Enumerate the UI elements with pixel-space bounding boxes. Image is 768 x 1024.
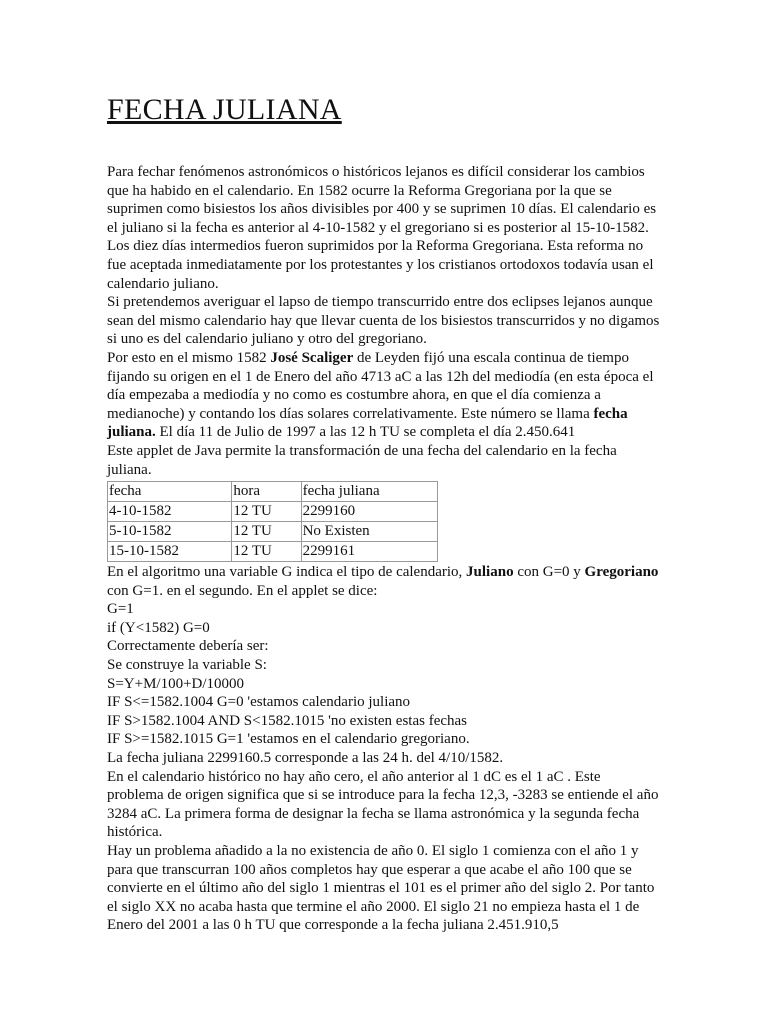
table-cell: No Existen (301, 522, 437, 542)
bold-term: fecha (593, 405, 628, 422)
text-line: día empezaba a mediodía y no como es costumbre ahora, en que el día comienza a (107, 387, 601, 404)
code-line: if (Y<1582) G=0 (107, 619, 210, 636)
table-cell: 12 TU (232, 522, 301, 542)
text-line (107, 349, 667, 368)
table-row (108, 522, 438, 542)
table-header-cell: fecha juliana (301, 482, 437, 502)
text-line: convierte en el último año del siglo 1 mientras el 101 es el primer año del siglo 2. Por tanto (107, 880, 655, 897)
text-line: fue aceptada inmediatamente por los protestantes y los cristianos ortodoxos todavía usan el (107, 256, 654, 273)
code-line: G=1 (107, 601, 134, 618)
text-line: con G=1. en el segundo. En el applet se dice: (107, 582, 378, 599)
code-line: IF S<=1582.1004 G=0 'estamos calendario juliano (107, 694, 411, 711)
text-line: problema de origen significa que si se introduce para la fecha 12,3, -3283 se entiende el año (107, 787, 659, 804)
text-line: suprimen como bisiestos los años divisibles por 400 y se suprimen 10 días. El calendario es (107, 201, 657, 218)
paragraph-centuries (107, 842, 667, 935)
text-line: el siglo XX no acaba hasta que termine el año 2000. El siglo 21 no empieza hasta el 1 de (107, 898, 640, 915)
table-cell: 15-10-1582 (108, 542, 232, 562)
text-line: para que transcurran 100 años completos hay que esperar a que acabe el año 100 que se (107, 861, 632, 878)
bold-term: Gregoriano (584, 564, 659, 581)
code-line: Correctamente debería ser: (107, 638, 269, 655)
text-fragment: Por esto en el mismo 1582 (107, 349, 271, 366)
algorithm-code (107, 600, 667, 767)
code-line: IF S>1582.1004 AND S<1582.1015 'no existen estas fechas (107, 712, 468, 729)
table-header-cell: hora (232, 482, 301, 502)
paragraph-year-zero (107, 768, 667, 842)
table-row (108, 542, 438, 562)
text-line: si uno es del calendario juliano y otro del gregoriano. (107, 331, 427, 348)
text-line (107, 423, 667, 442)
document-body (107, 163, 667, 935)
text-line: Si pretendemos averiguar el lapso de tiempo transcurrido entre dos eclipses lejanos aunque (107, 294, 653, 311)
text-line: calendario juliano. (107, 275, 219, 292)
text-fragment: El día 11 de Julio de 1997 a las 12 h TU se completa el día 2.450.641 (155, 424, 576, 441)
table-cell: 5-10-1582 (108, 522, 232, 542)
table-cell: 12 TU (232, 542, 301, 562)
text-line: sean del mismo calendario hay que llevar cuenta de los bisiestos transcurridos y no digamos (107, 312, 660, 329)
table-header-row (108, 482, 438, 502)
text-line: Los diez días intermedios fueron suprimidos por la Reforma Gregoriana. Esta reforma no (107, 238, 644, 255)
text-line: histórica. (107, 824, 163, 841)
bold-name: José Scaliger (270, 349, 354, 366)
text-fragment: medianoche) y contando los días solares correlativamente. Este número se llama (107, 405, 594, 422)
text-fragment: En el algoritmo una variable G indica el tipo de calendario, (107, 564, 467, 581)
text-line: juliana. (107, 461, 152, 478)
dates-table (107, 481, 438, 562)
paragraph-eclipses (107, 293, 667, 349)
text-line: el juliano si la fecha es anterior al 4-10-1582 y el gregoriano si es posterior al 15-10-1582. (107, 219, 649, 236)
text-fragment: de Leyden fijó una escala continua de tiempo (353, 349, 629, 366)
code-line: La fecha juliana 2299160.5 corresponde a las 24 h. del 4/10/1582. (107, 750, 504, 767)
code-line: IF S>=1582.1015 G=1 'estamos en el calendario gregoriano. (107, 731, 470, 748)
table-header-cell: fecha (108, 482, 232, 502)
text-line: Hay un problema añadido a la no existencia de año 0. El siglo 1 comienza con el año 1 y (107, 843, 639, 859)
table-row (108, 502, 438, 522)
bold-term: juliana. (107, 424, 156, 441)
paragraph-scaliger (107, 349, 667, 442)
text-line: En el calendario histórico no hay año cero, el año anterior al 1 dC es el 1 aC . Este (107, 768, 601, 785)
text-fragment: con G=0 y (513, 564, 585, 581)
text-line: Este applet de Java permite la transformación de una fecha del calendario en la fecha (107, 442, 617, 459)
table-cell: 2299160 (301, 502, 437, 522)
paragraph-applet (107, 442, 667, 479)
text-line: Para fechar fenómenos astronómicos o históricos lejanos es difícil considerar los cambios (107, 164, 645, 180)
paragraph-intro (107, 163, 667, 293)
text-line (107, 563, 667, 582)
paragraph-algorithm (107, 563, 667, 600)
text-line: fijando su origen en el 1 de Enero del año 4713 aC a las 12h del mediodía (en esta época el (107, 368, 654, 385)
code-line: Se construye la variable S: (107, 657, 267, 674)
bold-term: Juliano (466, 564, 514, 581)
text-line: Enero del 2001 a las 0 h TU que corresponde a la fecha juliana 2.451.910,5 (107, 917, 559, 934)
text-line: 3284 aC. La primera forma de designar la fecha se llama astronómica y la segunda fecha (107, 805, 640, 822)
text-line (107, 405, 667, 424)
table-cell: 2299161 (301, 542, 437, 562)
code-line: S=Y+M/100+D/10000 (107, 675, 245, 692)
table-cell: 4-10-1582 (108, 502, 232, 522)
page-title: FECHA JULIANA (107, 93, 342, 126)
table-cell: 12 TU (232, 502, 301, 522)
text-line: que ha habido en el calendario. En 1582 ocurre la Reforma Gregoriana por la que se (107, 182, 612, 199)
